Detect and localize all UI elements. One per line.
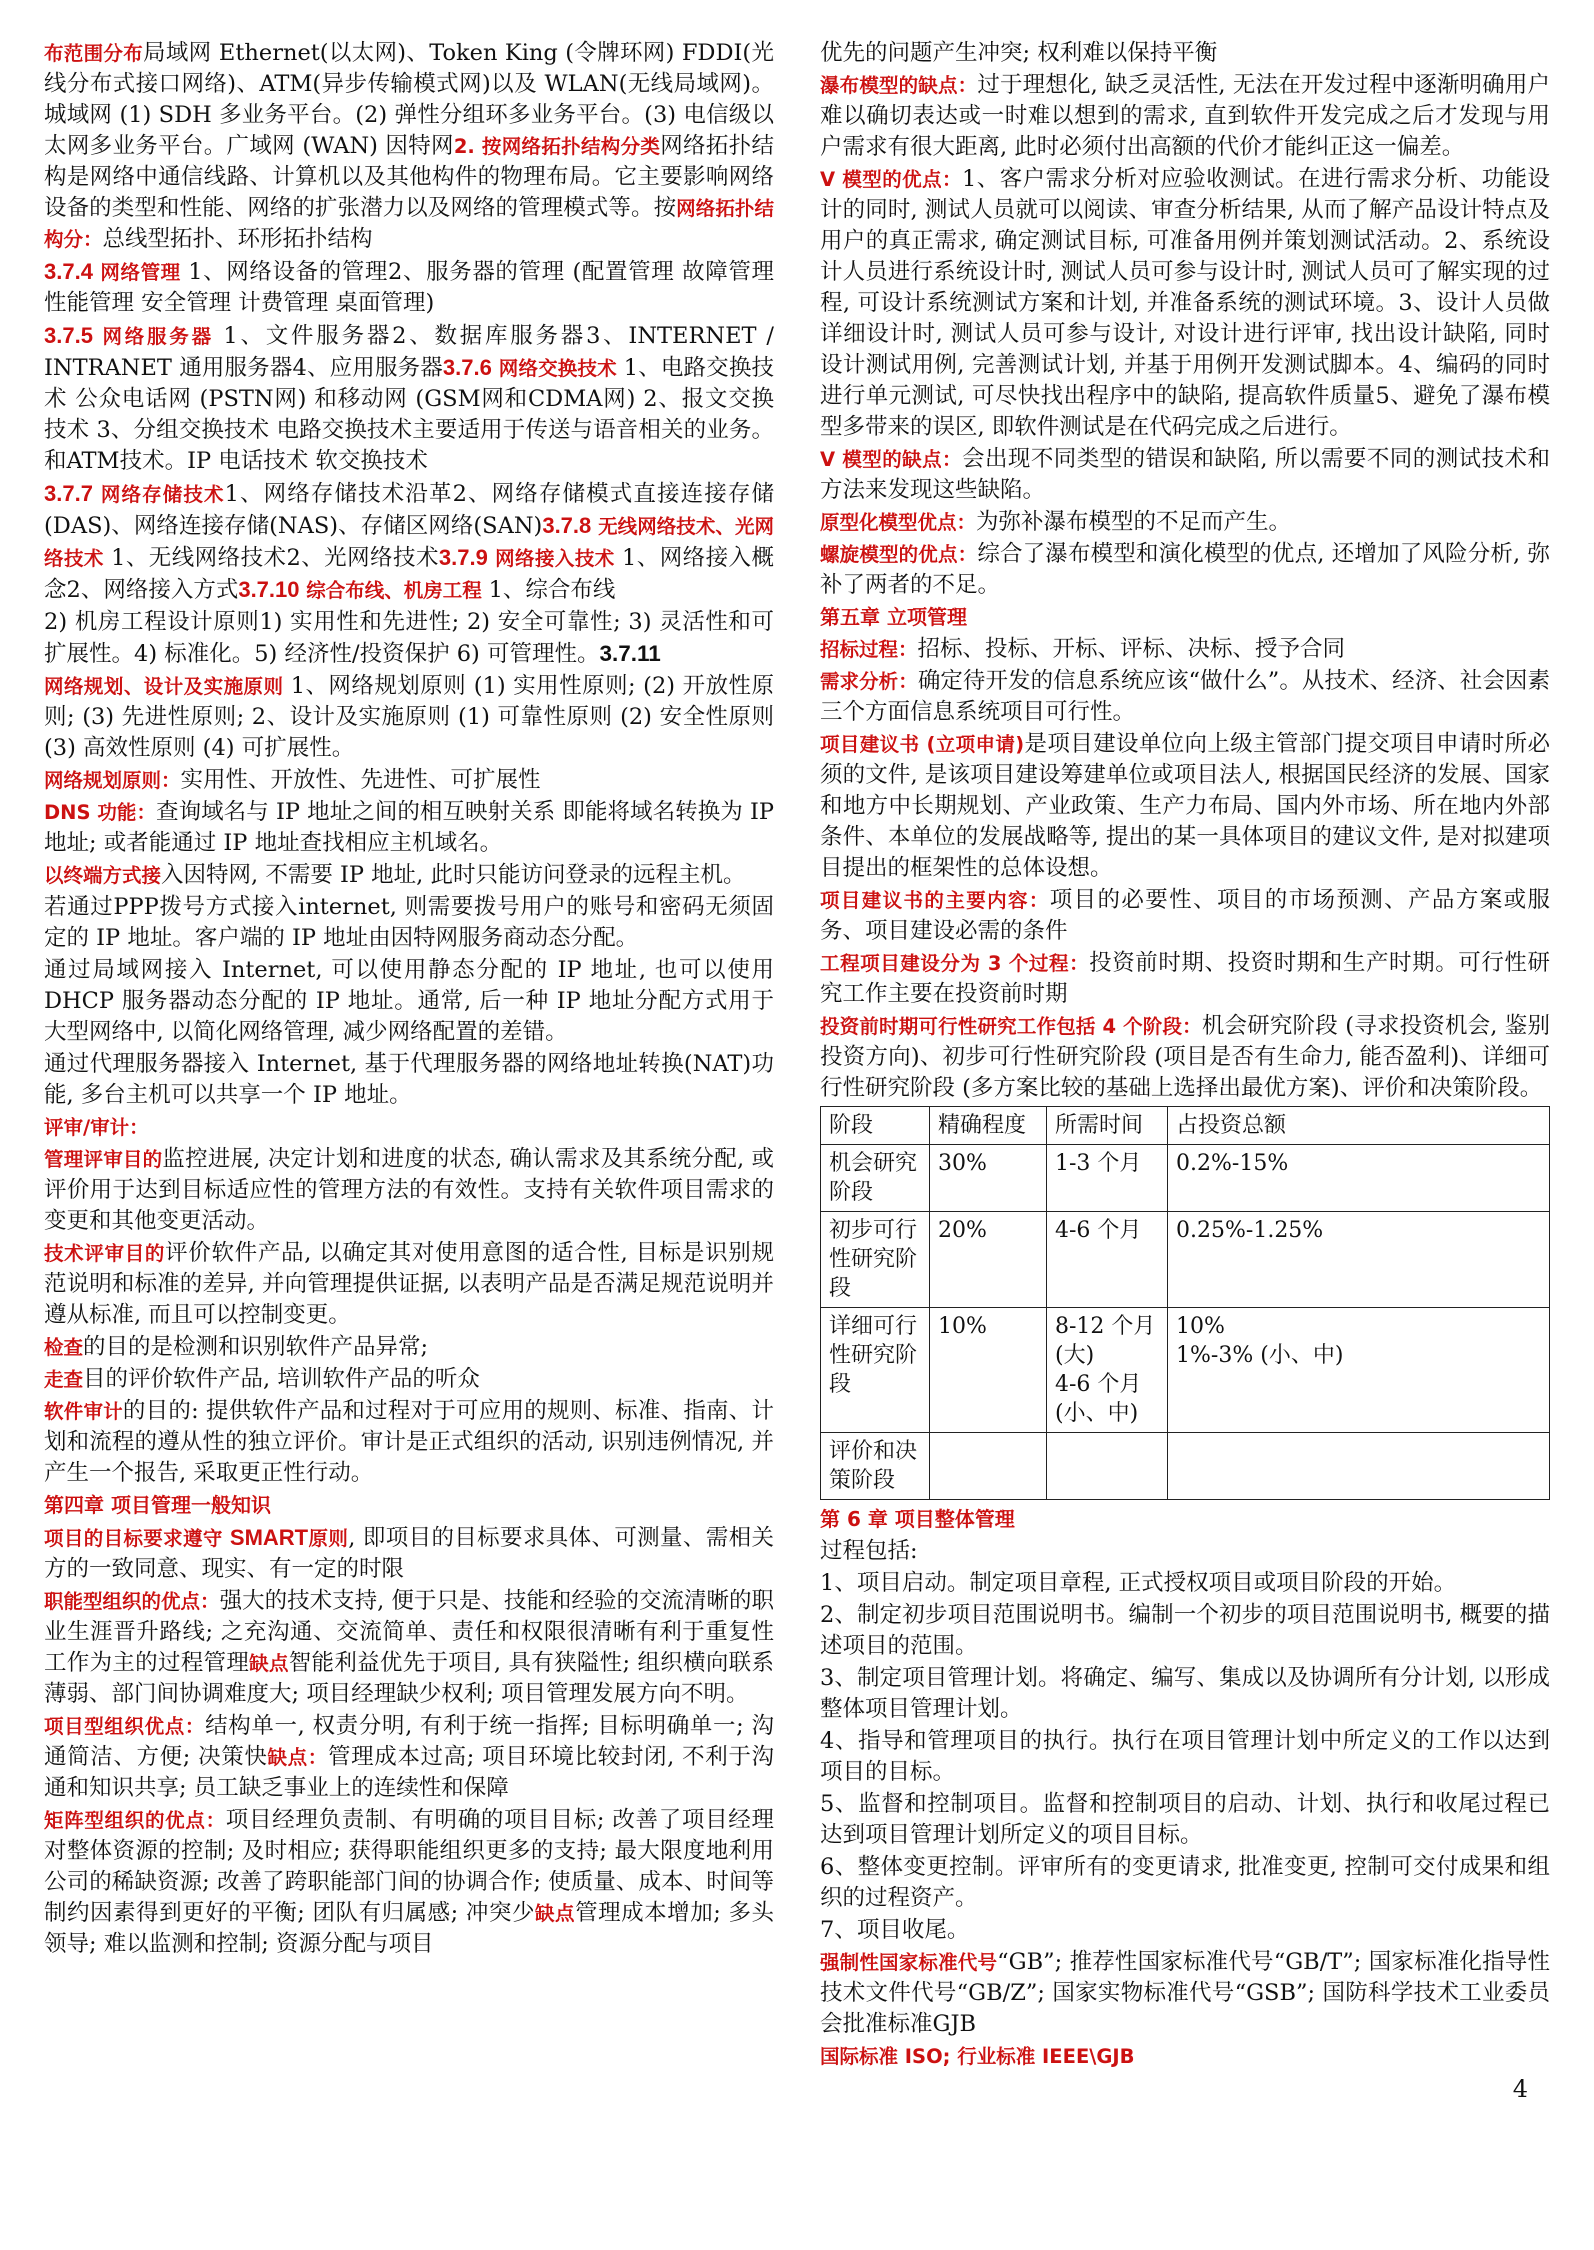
- table-body: [821, 1145, 1550, 1500]
- table-cell: 0.2%-15%: [1168, 1145, 1550, 1212]
- text-run: 优先的问题产生冲突; 权利难以保持平衡: [820, 40, 1218, 66]
- heading-run: 网络规划、设计及实施原则: [44, 675, 291, 698]
- heading-run: 2. 按网络拓扑结构分类: [453, 135, 661, 158]
- heading-run: 3.7.6: [442, 355, 492, 380]
- paragraph: [44, 1396, 774, 1489]
- heading-run: 网络接入技术: [487, 547, 622, 570]
- text-run: 会出现不同类型的错误和缺陷, 所以需要不同的测试技术和方法来发现这些缺陷。: [820, 446, 1550, 503]
- text-run: , 即项目的目标要求具体、可测量、需相关方的一致同意、现实、有一定的时限: [44, 1525, 774, 1582]
- heading-run: DNS 功能：: [44, 801, 157, 824]
- heading-run: 矩阵型组织的优点：: [44, 1809, 226, 1832]
- heading-run: 3.7.4: [44, 259, 93, 284]
- text-run: 管理成本过高; 项目环境比较封闭, 不利于沟通和知识共享; 员工缺乏事业上的连续性和保障: [44, 1744, 774, 1801]
- left-column: [44, 38, 774, 1961]
- text-run: 强大的技术支持, 便于只是、技能和经验的交流清晰的职业生涯晋升路线; 之充沟通、交流简单、责任和权限很清晰有利于重复性工作为主的过程管理: [44, 1588, 774, 1676]
- text-run: 过于理想化, 缺乏灵活性, 无法在开发过程中逐渐明确用户难以确切表达或一时难以想到的需求, 直到软件开发完成之后才发现与用户需求有很大距离, 此时必须付出高额的代价才能纠正这一偏差。: [820, 72, 1550, 160]
- table-row: [821, 1145, 1550, 1212]
- heading-run: 原型化模型优点：: [820, 511, 977, 534]
- table-cell: [1047, 1433, 1168, 1500]
- paragraph: [820, 507, 1550, 538]
- heading-run: 第 6 章 项目整体管理: [820, 1507, 1015, 1531]
- heading-run: 检查: [44, 1336, 84, 1359]
- paragraph: [820, 444, 1550, 506]
- text-run: 2、制定初步项目范围说明书。编制一个初步的项目范围说明书, 概要的描述项目的范围。: [820, 1602, 1550, 1659]
- text-run: 1、项目启动。制定项目章程, 正式授权项目或项目阶段的开始。: [820, 1570, 1457, 1596]
- paragraph: [820, 1947, 1550, 2040]
- paragraph: [44, 38, 774, 255]
- table-cell: 8-12 个月 (大) 4-6 个月 (小、中): [1047, 1308, 1168, 1433]
- paragraph: [820, 38, 1550, 69]
- heading-run: 管理评审目的: [44, 1148, 163, 1171]
- text-run: 5、监督和控制项目。监督和控制项目的启动、计划、执行和收尾过程已达到项目管理计划所定义的项目目标。: [820, 1791, 1550, 1848]
- heading-run: 布范围分布: [44, 42, 144, 65]
- table-cell: 20%: [930, 1212, 1047, 1308]
- heading-run: 3.7.7: [44, 481, 93, 506]
- heading-run: 网络交换技术: [491, 357, 624, 380]
- heading-run: 职能型组织的优点：: [44, 1590, 220, 1613]
- paragraph: [44, 671, 774, 764]
- right-column: [820, 38, 1550, 2073]
- header-cell: 阶段: [821, 1107, 930, 1145]
- heading-run: 招标过程：: [820, 638, 918, 661]
- text-run: 的目的: 提供软件产品和过程对于可应用的规则、标准、指南、计划和流程的遵从性的独立评价。审计是正式组织的活动, 识别违例情况, 并产生一个报告, 采取更正性行动。: [44, 1398, 774, 1486]
- paragraph: [44, 1364, 774, 1395]
- text-run: 项目经理负责制、有明确的项目目标; 改善了项目经理对整体资源的控制; 及时相应; 获得职能组织更多的支持; 最大限度地利用公司的稀缺资源; 改善了跨职能部门间的协调合作; 使质量、成本、时间等制约因素得到更好的平衡; 团队有归属感; 冲突少: [44, 1807, 774, 1926]
- text-run: 总线型拓扑、环形拓扑结构: [102, 226, 373, 252]
- paragraph: [820, 1852, 1550, 1914]
- heading-run: 第四章 项目管理一般知识: [44, 1493, 271, 1517]
- paragraph: [44, 1805, 774, 1960]
- table-header-row: [821, 1107, 1550, 1145]
- paragraph: [44, 797, 774, 859]
- text-run: 1、无线网络技术2、光网络技术: [111, 545, 439, 571]
- paragraph: [820, 539, 1550, 601]
- heading-run: 以终端方式接: [44, 864, 162, 887]
- text-run: 综合了瀑布模型和演化模型的优点, 还增加了风险分析, 弥补了两者的不足。: [820, 541, 1550, 598]
- text-run: 入因特网, 不需要 IP 地址, 此时只能访问登录的远程主机。: [161, 862, 746, 888]
- heading-run: 原则: [308, 1527, 349, 1550]
- text-run: 1、网络存储技术沿革2、网络存储模式直接连接存储 (DAS)、网络连接存储(NAS)、存储区网络(SAN): [44, 481, 774, 539]
- text-run: 6、整体变更控制。评审所有的变更请求, 批准变更, 控制可交付成果和组织的过程资产。: [820, 1854, 1550, 1911]
- paragraph: [820, 2041, 1550, 2072]
- heading-run: 第五章 立项管理: [820, 605, 967, 629]
- paragraph: [820, 1504, 1550, 1535]
- paragraph: [44, 256, 774, 319]
- table-cell: 机会研究阶段: [821, 1145, 930, 1212]
- heading-run: 工程项目建设分为 3 个过程：: [820, 952, 1090, 975]
- text-run: 4、指导和管理项目的执行。执行在项目管理计划中所定义的工作以达到项目的目标。: [820, 1728, 1550, 1785]
- paragraph: [820, 1011, 1550, 1104]
- heading-run: 投资前时期可行性研究工作包括 4 个阶段：: [820, 1015, 1202, 1038]
- table-cell: 30%: [930, 1145, 1047, 1212]
- text-run: 通过局域网接入 Internet, 可以使用静态分配的 IP 地址, 也可以使用 DHCP 服务器动态分配的 IP 地址。通常, 后一种 IP 地址分配方式用于大型网络中, 以简化网络管理, 减少网络配置的差错。: [44, 957, 774, 1045]
- heading-run: 瀑布模型的缺点：: [820, 74, 978, 97]
- paragraph: [44, 1332, 774, 1363]
- table-row: [821, 1308, 1550, 1433]
- paragraph: [44, 607, 774, 670]
- text-run: 的目的是检测和识别软件产品异常;: [83, 1334, 429, 1360]
- page-number: 4: [1512, 2075, 1528, 2103]
- table-row: [821, 1433, 1550, 1500]
- text-run: 智能利益优先于项目, 具有狭隘性; 组织横向联系薄弱、部门间协调难度大; 项目经理缺少权利; 项目管理发展方向不明。: [44, 1650, 774, 1707]
- header-cell: 占投资总额: [1168, 1107, 1550, 1145]
- heading-run: 国际标准 ISO; 行业标准 IEEE\GJB: [820, 2045, 1135, 2068]
- text-run: 1、文件服务器2、数据库服务器3、INTERNET / INTRANET 通用服务器4、应用服务器: [44, 323, 775, 381]
- heading-run: 走查: [44, 1368, 84, 1391]
- heading-run: 项目建议书 (立项申请): [820, 733, 1025, 756]
- heading-run: 3.7.9: [438, 545, 488, 570]
- paragraph: [820, 70, 1550, 163]
- text-run: 2) 机房工程设计原则1) 实用性和先进性; 2) 安全可靠性; 3) 灵活性和可扩展性。4) 标准化。5) 经济性/投资保护 6) 可管理性。: [44, 609, 774, 667]
- heading-run: 无线网络技术、光网络技术: [44, 515, 775, 570]
- text-run: 若通过PPP拨号方式接入internet, 则需要拨号用户的账号和密码无须固定的 IP 地址。客户端的 IP 地址由因特网服务商动态分配。: [44, 894, 774, 951]
- heading-run: 网络拓扑结构分：: [44, 197, 774, 251]
- heading-run: 技术评审目的: [44, 1242, 166, 1265]
- paragraph: [820, 602, 1550, 633]
- heading-run: 缺点: [535, 1902, 576, 1925]
- paragraph: [44, 765, 774, 796]
- heading-run: V 模型的优点：: [820, 168, 963, 191]
- text-run: 投资前时期、投资时期和生产时期。可行性研究工作主要在投资前时期: [820, 950, 1550, 1007]
- heading-run: V 模型的缺点：: [820, 448, 963, 471]
- heading-run: 强制性国家标准代号: [820, 1951, 998, 1974]
- table-cell: 0.25%-1.25%: [1168, 1212, 1550, 1308]
- paragraph: [44, 1112, 774, 1143]
- text-run: 网络拓扑结构是网络中通信线路、计算机以及其他构件的物理布局。它主要影响网络设备的类型和性能、网络的扩张潜力以及网络的管理模式等。按: [44, 133, 774, 221]
- paragraph: [820, 1536, 1550, 1567]
- text-run: 项目的必要性、项目的市场预测、产品方案或服务、项目建设必需的条件: [820, 887, 1550, 944]
- paragraph: [44, 1711, 774, 1804]
- heading-run: 需求分析：: [820, 670, 918, 693]
- text-run: 评价软件产品, 以确定其对使用意图的适合性, 目标是识别规范说明和标准的差异, 并向管理提供证据, 以表明产品是否满足规范说明并遵从标准, 而且可以控制变更。: [44, 1240, 774, 1328]
- paragraph: [820, 1663, 1550, 1725]
- paragraph: [820, 1915, 1550, 1946]
- paragraph: [820, 729, 1550, 884]
- header-cell: 所需时间: [1047, 1107, 1168, 1145]
- text-run: 确定待开发的信息系统应该“做什么”。从技术、经济、社会因素三个方面信息系统项目可行性。: [820, 668, 1550, 725]
- text-run: 查询域名与 IP 地址之间的相互映射关系 即能将域名转换为 IP 地址; 或者能通过 IP 地址查找相应主机域名。: [44, 799, 774, 856]
- paragraph: [44, 955, 774, 1048]
- paragraph: [820, 164, 1550, 443]
- text-run: 1、网络设备的管理2、服务器的管理 (配置管理 故障管理 性能管理 安全管理 计费管理 桌面管理): [44, 259, 774, 316]
- paragraph: [44, 1490, 774, 1521]
- text-run: 3、制定项目管理计划。将确定、编写、集成以及协调所有分计划, 以形成整体项目管理计划。: [820, 1665, 1550, 1722]
- text-run: 通过代理服务器接入 Internet, 基于代理服务器的网络地址转换(NAT)功能, 多台主机可以共享一个 IP 地址。: [44, 1051, 774, 1108]
- text-run: 是项目建设单位向上级主管部门提交项目申请时所必须的文件, 是该项目建设筹建单位或项目法人, 根据国民经济的发展、国家和地方中长期规划、产业政策、生产力布局、国内外市场、所在地内外部条件、本单位的发展战略等, 提出的某一具体项目的建议文件, 是对拟建项目提出的框架性的总体设想。: [820, 731, 1550, 881]
- text-run: “GB”; 推荐性国家标准代号“GB/T”; 国家标准化指导性技术文件代号“GB/Z”; 国家实物标准代号“GSB”; 国防科学技术工业委员会批准标准GJB: [820, 1949, 1550, 2037]
- text-run: 招标、投标、开标、评标、决标、授予合同: [917, 636, 1346, 662]
- table-cell: 1-3 个月: [1047, 1145, 1168, 1212]
- paragraph: [44, 320, 774, 477]
- paragraph: [820, 1568, 1550, 1599]
- table-cell: 详细可行性研究阶段: [821, 1308, 930, 1433]
- right-bottom-section: [820, 1504, 1550, 2072]
- text-run: 1、综合布线: [488, 577, 616, 603]
- paragraph: [820, 885, 1550, 947]
- paragraph: [820, 948, 1550, 1010]
- paragraph: [44, 1238, 774, 1331]
- paragraph: [820, 666, 1550, 728]
- paragraph: [820, 1789, 1550, 1851]
- heading-run: 综合布线、机房工程: [299, 579, 489, 602]
- heading-run: 项目的目标要求遵守: [44, 1527, 230, 1550]
- heading-run: 网络存储技术: [92, 483, 225, 506]
- heading-run: 3.7.11: [599, 641, 661, 666]
- right-top-section: [820, 38, 1550, 1104]
- heading-run: 网络规划原则：: [44, 769, 181, 792]
- text-run: 1、电路交换技术 公众电话网 (PSTN网) 和移动网 (GSM网和CDMA网) 2、报文交换技术 3、分组交换技术 电路交换技术主要适用于传送与语音相关的业务。和ATM技术。IP 电话技术 软交换技术: [44, 355, 774, 474]
- paragraph: [44, 1586, 774, 1710]
- paragraph: [820, 1726, 1550, 1788]
- text-run: 目的评价软件产品, 培训软件产品的听众: [83, 1366, 480, 1392]
- paragraph: [44, 1144, 774, 1237]
- table-cell: 4-6 个月: [1047, 1212, 1168, 1308]
- paragraph: [44, 860, 774, 891]
- table-cell: 10%: [930, 1308, 1047, 1433]
- table-cell: [1168, 1433, 1550, 1500]
- heading-run: 网络服务器: [92, 325, 224, 348]
- table-cell: 评价和决策阶段: [821, 1433, 930, 1500]
- heading-run: 缺点: [249, 1652, 289, 1675]
- table-cell: [930, 1433, 1047, 1500]
- heading-run: 缺点：: [267, 1746, 328, 1769]
- paragraph: [820, 634, 1550, 665]
- text-run: 机会研究阶段 (寻求投资机会, 鉴别投资方向)、初步可行性研究阶段 (项目是否有生命力, 能否盈利)、详细可行性研究阶段 (多方案比较的基础上选择出最优方案)、评价和决策阶段。: [820, 1013, 1550, 1101]
- table-cell: 初步可行性研究阶段: [821, 1212, 930, 1308]
- table-row: [821, 1212, 1550, 1308]
- text-run: 7、项目收尾。: [820, 1917, 970, 1943]
- heading-run: 螺旋模型的优点：: [820, 543, 978, 566]
- heading-run: 项目型组织优点：: [44, 1715, 206, 1738]
- investment-stage-table: [820, 1106, 1550, 1500]
- text-run: 实用性、开放性、先进性、可扩展性: [180, 767, 541, 793]
- heading-run: 3.7.5: [44, 323, 93, 348]
- text-run: 过程包括:: [820, 1538, 918, 1564]
- text-run: 局域网 Ethernet(以太网)、Token King (令牌环网) FDDI(光线分布式接口网络)、ATM(异步传输模式网)以及 WLAN(无线局域网)。城域网 (1) SDH 多业务平台。(2) 弹性分组环多业务平台。(3) 电信级以太网多业务平台。广域网 (WAN) 因特网: [44, 40, 774, 159]
- heading-run: 3.7.8: [542, 513, 592, 538]
- heading-run: 评审/审计：: [44, 1116, 149, 1139]
- paragraph: [44, 1522, 774, 1585]
- heading-run: 软件审计: [44, 1400, 123, 1423]
- paragraph: [44, 478, 774, 606]
- text-run: 1、网络规划原则 (1) 实用性原则; (2) 开放性原则; (3) 先进性原则; 2、设计及实施原则 (1) 可靠性原则 (2) 安全性原则 (3) 高效性原则 (4) 可扩展性。: [44, 673, 774, 761]
- heading-run: 3.7.10: [238, 577, 300, 602]
- heading-run: SMART: [229, 1525, 309, 1550]
- text-run: 1、网络接入概念2、网络接入方式: [44, 545, 774, 603]
- heading-run: 项目建议书的主要内容：: [820, 889, 1050, 912]
- text-run: 结构单一, 权责分明, 有利于统一指挥; 目标明确单一; 沟通简洁、方便; 决策快: [44, 1713, 774, 1770]
- text-run: 1、客户需求分析对应验收测试。在进行需求分析、功能设计的同时, 测试人员就可以阅读、审查分析结果, 从而了解产品设计特点及用户的真正需求, 确定测试目标, 可准备用例并策划测试活动。2、系统设计人员进行系统设计时, 测试人员可参与设计时, 测试人员可了解实现的过程, 可设计系统测试方案和计划, 并准备系统的测试环境。3、设计人员做详细设计时, 测试人员可参与设计, 对设计进行评审, 找出设计缺陷, 同时设计测试用例, 完善测试计划, 并基于用例开发测试脚本。4、编码的同时进行单元测试, 可尽快找出程序中的缺陷, 提高软件质量5、避免了瀑布模型多带来的误区, 即软件测试是在代码完成之后进行。: [820, 166, 1550, 440]
- header-cell: 精确程度: [930, 1107, 1047, 1145]
- paragraph: [44, 892, 774, 954]
- text-run: 管理成本增加; 多头领导; 难以监测和控制; 资源分配与项目: [44, 1900, 775, 1957]
- table-cell: 10% 1%-3% (小、中): [1168, 1308, 1550, 1433]
- heading-run: 网络管理: [92, 261, 189, 284]
- text-run: 为弥补瀑布模型的不足而产生。: [976, 509, 1292, 535]
- paragraph: [44, 1049, 774, 1111]
- text-run: 监控进展, 决定计划和进度的状态, 确认需求及其系统分配, 或评价用于达到目标适应性的管理方法的有效性。支持有关软件项目需求的变更和其他变更活动。: [44, 1146, 774, 1234]
- paragraph: [820, 1600, 1550, 1662]
